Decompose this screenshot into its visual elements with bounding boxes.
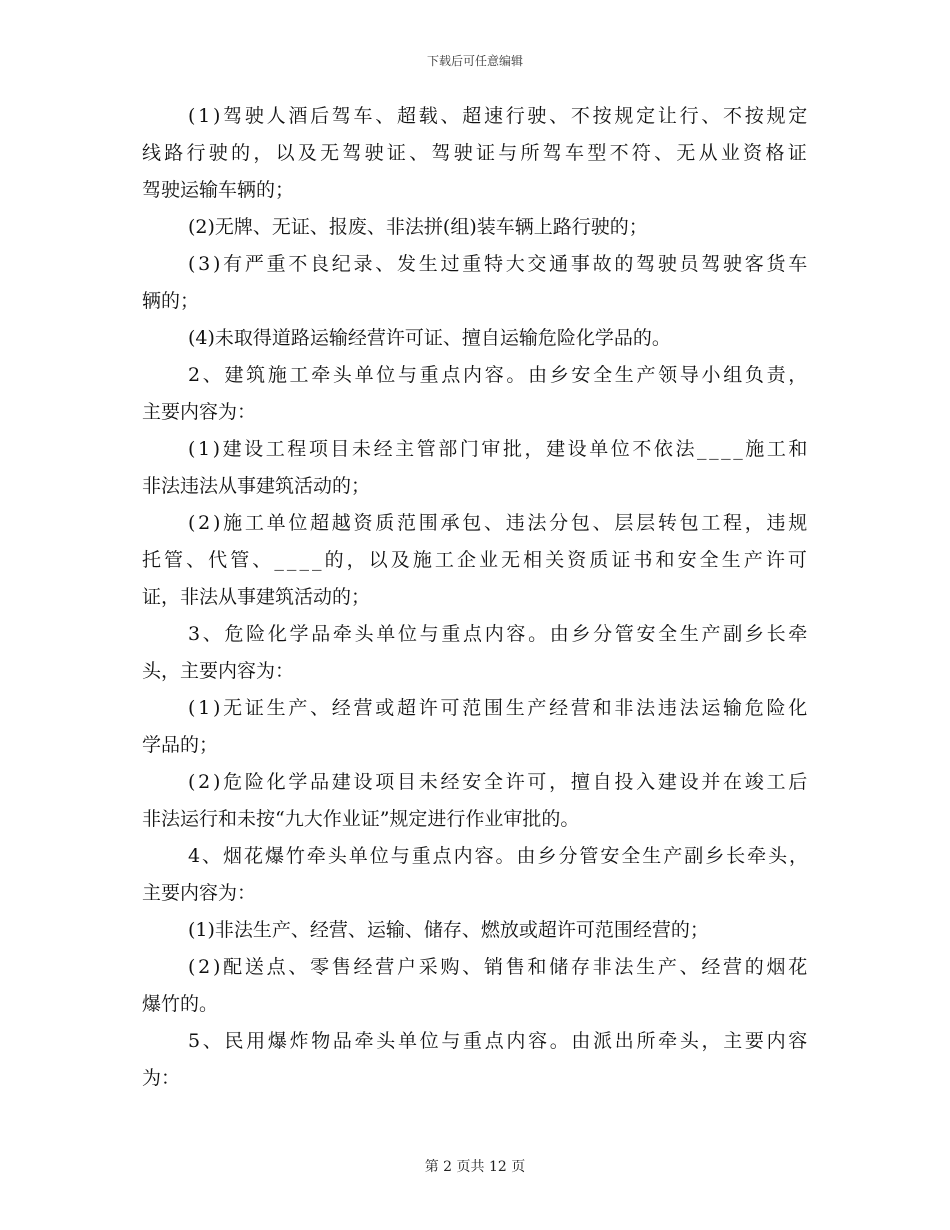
text-line: 爆竹的。 [142, 993, 219, 1015]
page-header-note: 下载后可任意编辑 [426, 54, 523, 68]
page-number: 第 2 页共 12 页 [424, 1159, 526, 1175]
text-line: (3)有严重不良纪录、发生过重特大交通事故的驾驶员驾驶客货车 [188, 253, 810, 275]
text-line: 学品的； [142, 734, 219, 756]
text-line: 为： [142, 1067, 181, 1089]
document-body [142, 98, 810, 1097]
text-line: 托管、代管、____的，以及施工企业无相关资质证书和安全生产许可 [142, 549, 810, 571]
text-line: (2)施工单位超越资质范围承包、违法分包、层层转包工程，违规 [188, 512, 810, 534]
text-line: 2、建筑施工牵头单位与重点内容。由乡安全生产领导小组负责， [188, 364, 810, 386]
text-line: (1)非法生产、经营、运输、储存、燃放或超许可范围经营的； [188, 919, 709, 941]
text-line: 主要内容为： [142, 401, 257, 423]
text-line: (1)驾驶人酒后驾车、超载、超速行驶、不按规定让行、不按规定 [188, 105, 810, 127]
text-line: 5、民用爆炸物品牵头单位与重点内容。由派出所牵头，主要内容 [188, 1030, 810, 1052]
text-line: 驾驶运输车辆的； [142, 179, 295, 201]
text-line: (1)建设工程项目未经主管部门审批，建设单位不依法____施工和 [188, 438, 810, 460]
text-line: 主要内容为： [142, 882, 257, 904]
text-line: 辆的； [142, 290, 200, 312]
text-line: (2)无牌、无证、报废、非法拼(组)装车辆上路行驶的； [188, 216, 648, 238]
text-line: (2)危险化学品建设项目未经安全许可，擅自投入建设并在竣工后 [188, 771, 810, 793]
text-line: 证，非法从事建筑活动的； [142, 586, 371, 608]
text-line: 3、危险化学品牵头单位与重点内容。由乡分管安全生产副乡长牵 [188, 623, 810, 645]
text-line: (2)配送点、零售经营户采购、销售和储存非法生产、经营的烟花 [188, 956, 810, 978]
text-line: (4)未取得道路运输经营许可证、擅自运输危险化学品的。 [188, 327, 671, 349]
text-line: 线路行驶的，以及无驾驶证、驾驶证与所驾车型不符、无从业资格证 [142, 142, 810, 164]
text-line: 非法运行和未按“九大作业证”规定进行作业审批的。 [142, 808, 580, 830]
text-line: 头，主要内容为： [142, 660, 295, 682]
text-line: 非法违法从事建筑活动的； [142, 475, 371, 497]
text-line: (1)无证生产、经营或超许可范围生产经营和非法违法运输危险化 [188, 697, 810, 719]
text-line: 4、烟花爆竹牵头单位与重点内容。由乡分管安全生产副乡长牵头， [188, 845, 810, 867]
